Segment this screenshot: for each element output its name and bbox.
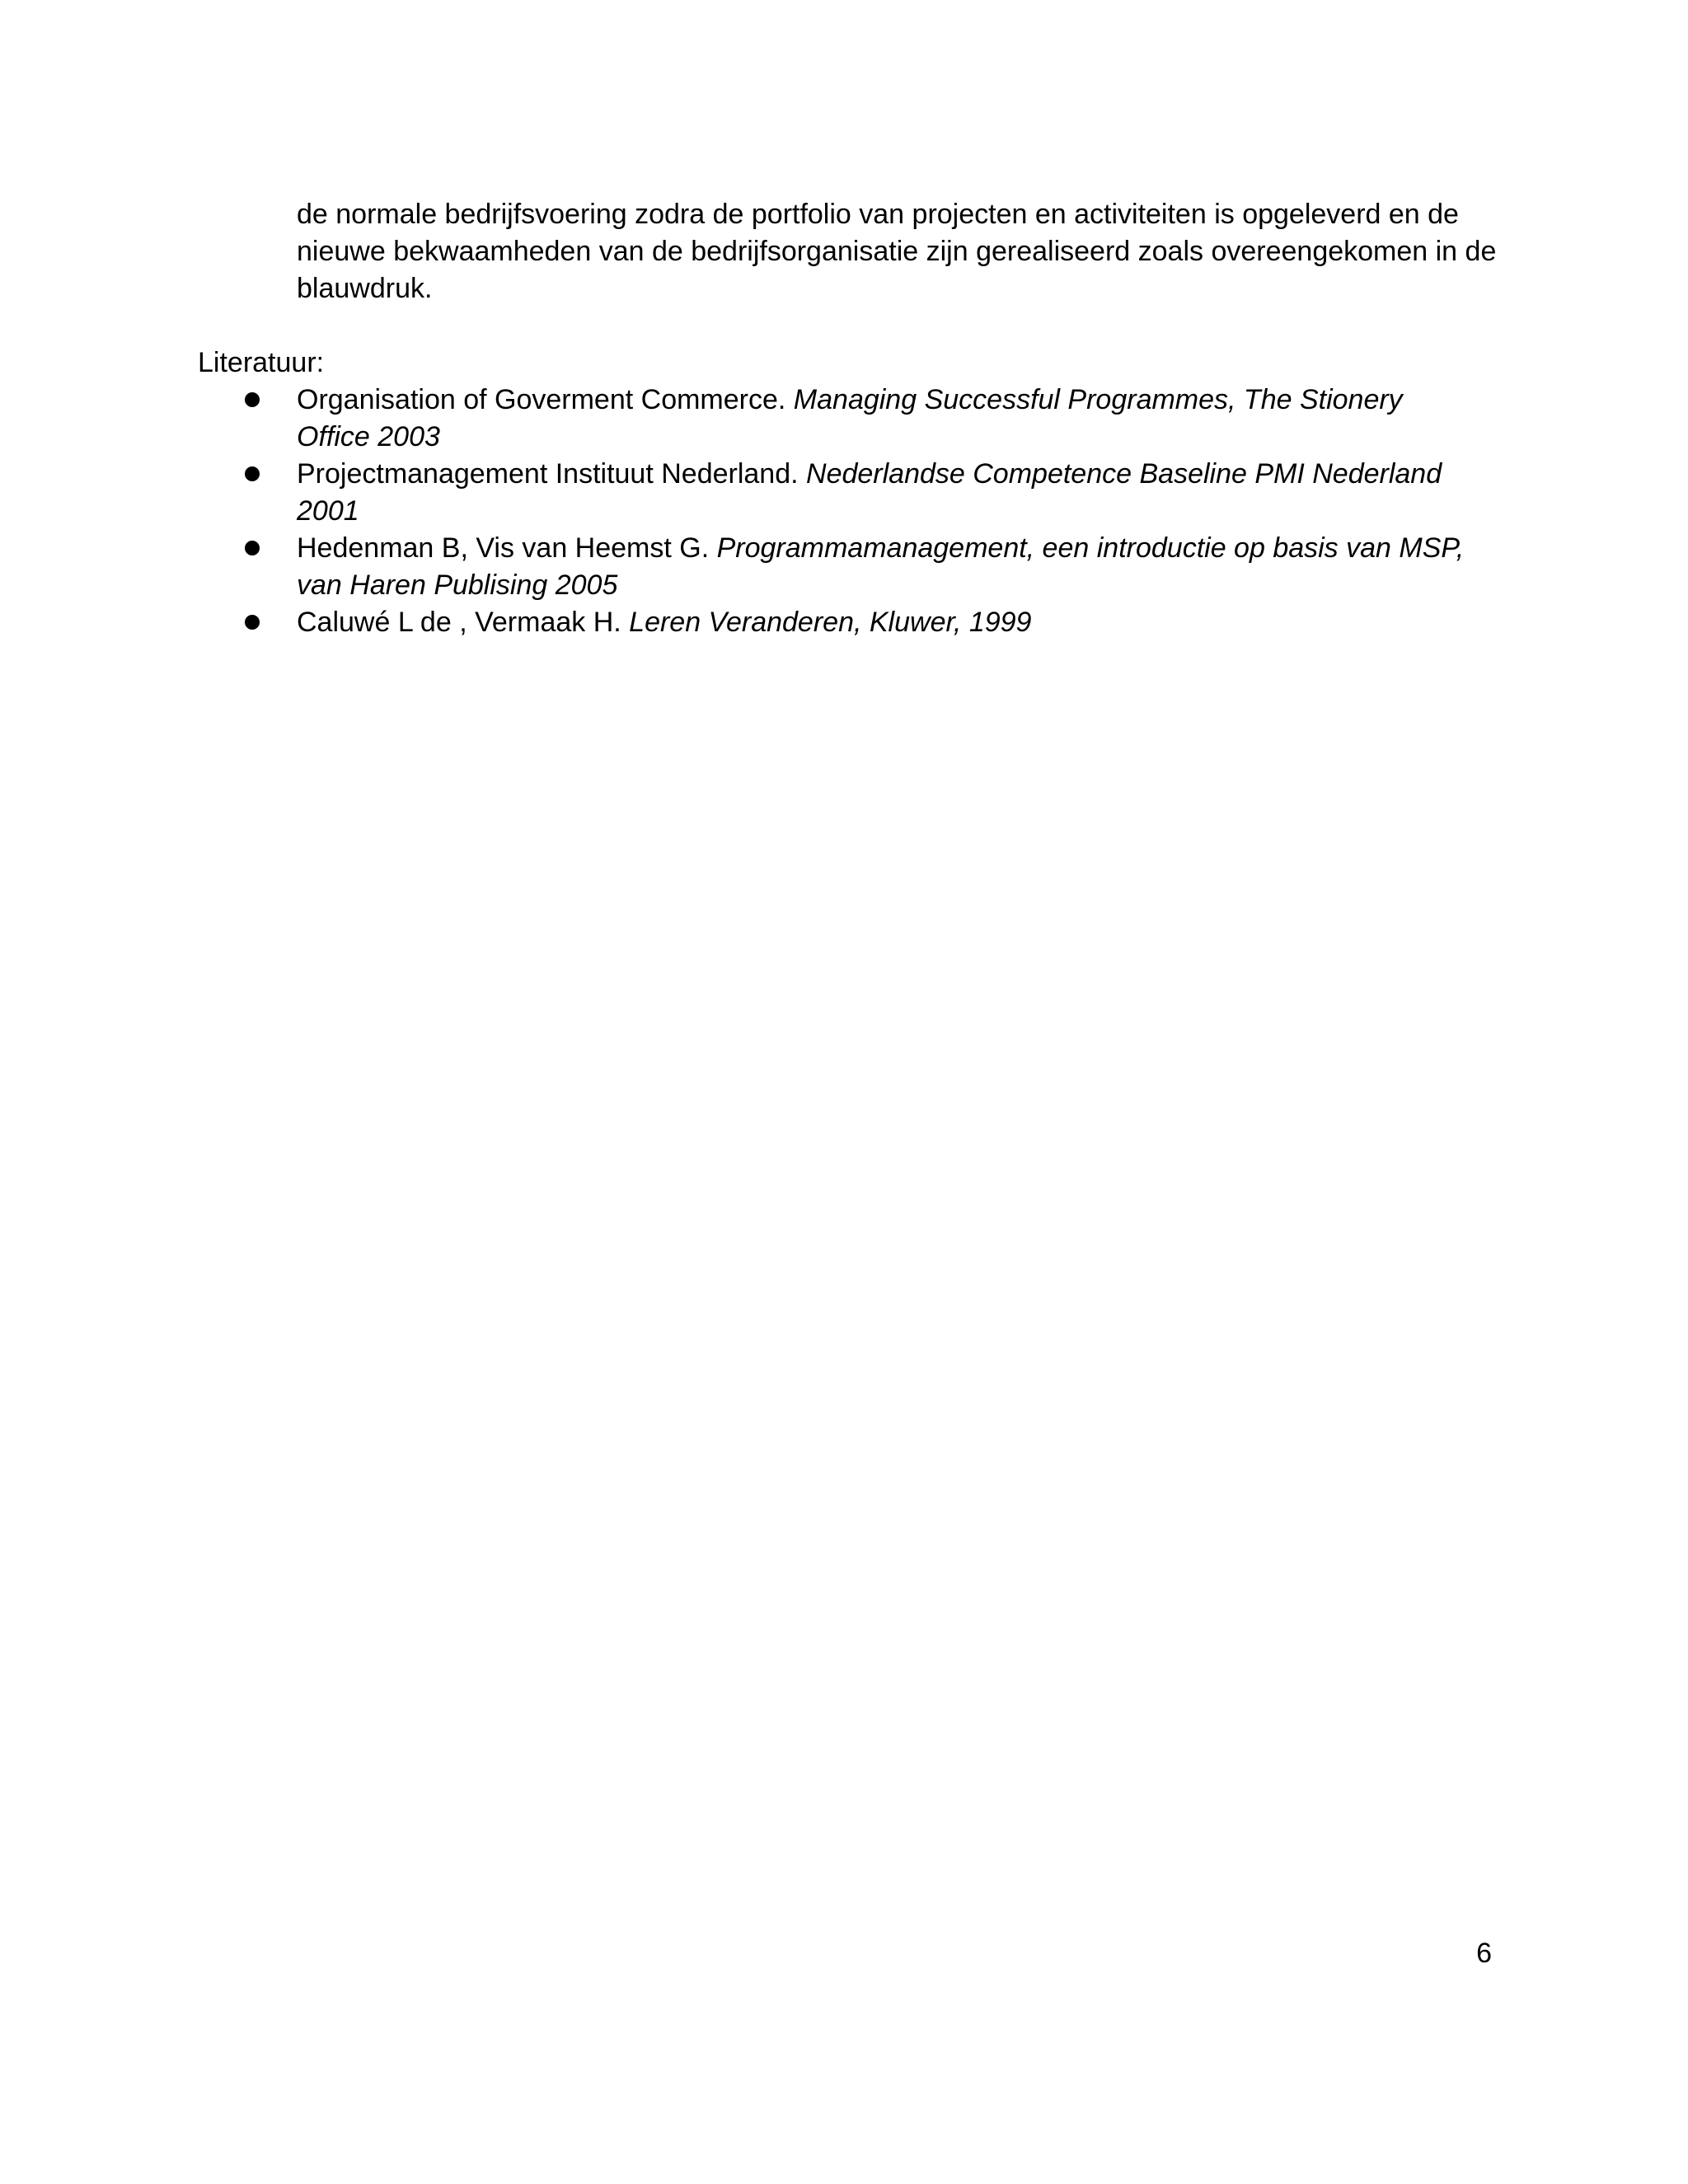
reference-title: Programmamanagement, een introductie op basis van MSP, van Haren Publising 2005 bbox=[297, 532, 1465, 601]
reference-author: Projectmanagement Instituut Nederland. bbox=[297, 458, 807, 490]
page-number: 6 bbox=[1476, 1938, 1492, 1969]
list-item bbox=[0, 530, 1467, 604]
list-item bbox=[0, 604, 1467, 641]
list-item bbox=[0, 456, 1467, 530]
literature-list bbox=[0, 382, 1688, 641]
reference-title: Managing Successful Programmes, The Stionery Office 2003 bbox=[297, 384, 1403, 452]
bullet-icon bbox=[245, 392, 260, 407]
reference-author: Hedenman B, Vis van Heemst G. bbox=[297, 532, 717, 564]
reference-author: Organisation of Goverment Commerce. bbox=[297, 384, 794, 415]
literature-heading: Literatuur: bbox=[198, 347, 325, 378]
list-item bbox=[0, 382, 1467, 456]
bullet-icon bbox=[245, 466, 260, 481]
bullet-icon bbox=[245, 541, 260, 555]
bullet-icon bbox=[245, 615, 260, 630]
continuation-paragraph: de normale bedrijfsvoering zodra de portfolio van projecten en activiteiten is opgeleverd en de nieuwe bekwaamheden van de bedrijfsorganisatie zijn gerealiseerd zoals overeengekomen in de blauwdruk. bbox=[297, 199, 1497, 304]
reference-author: Caluwé L de , Vermaak H. bbox=[297, 607, 630, 638]
reference-title: Nederlandse Competence Baseline PMI Nederland 2001 bbox=[297, 458, 1442, 527]
reference-title: Leren Veranderen, Kluwer, 1999 bbox=[629, 607, 1032, 638]
